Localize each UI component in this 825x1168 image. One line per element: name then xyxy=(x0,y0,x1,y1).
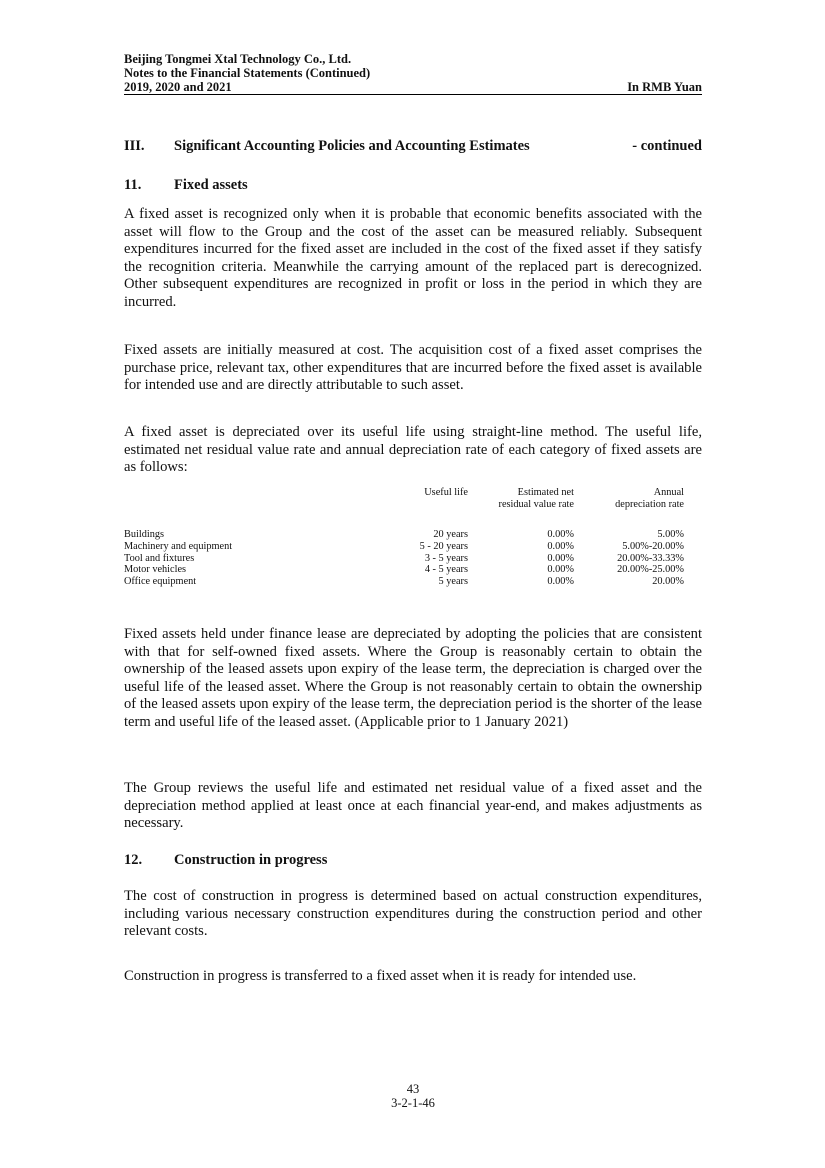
document-page xyxy=(124,0,702,1168)
table-row xyxy=(124,553,702,565)
cell-useful-life: 4 - 5 years xyxy=(424,564,468,576)
cell-depreciation-rate: 5.00% xyxy=(657,529,684,540)
table-spacer xyxy=(124,513,702,529)
page-number: 43 xyxy=(406,1082,420,1096)
subsection-number: 12. xyxy=(124,852,143,868)
subsection-title: Construction in progress xyxy=(174,852,328,868)
paragraph-depreciation-method: A fixed asset is depreciated over its useful life using straight-line method. The useful life, estimated net residual value rate and annual depreciation rate of each category of fixed assets are as follows: xyxy=(124,424,702,476)
subsection-title: Fixed assets xyxy=(174,177,248,193)
page-header xyxy=(124,52,702,95)
paragraph-recognition: A fixed asset is recognized only when it is probable that economic benefits associated with the asset will flow to the Group and the cost of the asset can be measured reliably. Subsequent expenditures incurred for the fixed asset are included in the cost of the fixed asset if they satisfy the recognition criteria. Meanwhile the carrying amount of the replaced part is derecognized. Other subsequent expenditures are recognized in profit or loss in the period in which they are incurred. xyxy=(124,206,702,310)
cell-depreciation-rate: 20.00%-33.33% xyxy=(617,552,684,564)
section-heading xyxy=(124,137,702,155)
subsection-heading-construction xyxy=(124,851,702,869)
document-title: Notes to the Financial Statements (Continued) xyxy=(124,66,371,80)
cell-residual-rate: 0.00% xyxy=(547,540,574,552)
paragraph-construction-cost: The cost of construction in progress is determined based on actual construction expenditures, including various necessary construction expenditures during the construction period and other relevant costs. xyxy=(124,888,702,940)
cell-depreciation-rate: 20.00% xyxy=(652,576,684,588)
header-useful-life: Useful life xyxy=(424,487,468,498)
header-residual-rate xyxy=(499,487,574,511)
cell-category: Buildings xyxy=(124,529,165,540)
cell-residual-rate: 0.00% xyxy=(547,552,574,564)
header-residual-line1: Estimated net xyxy=(517,487,574,498)
cell-useful-life: 20 years xyxy=(433,529,468,540)
cell-category: Tool and fixtures xyxy=(124,552,195,564)
cell-residual-rate: 0.00% xyxy=(547,576,574,588)
table-header xyxy=(124,487,702,513)
subsection-heading-fixed-assets xyxy=(124,176,702,194)
cell-useful-life: 5 - 20 years xyxy=(419,540,468,552)
section-title: Significant Accounting Policies and Accounting Estimates xyxy=(174,138,530,154)
cell-residual-rate: 0.00% xyxy=(547,529,574,540)
paragraph-finance-lease: Fixed assets held under finance lease are depreciated by adopting the policies that are consistent with that for self-owned fixed assets. Where the Group is reasonably certain to obtain the ownership of the leased assets upon expiry of the lease term, the depreciation is charged over the useful life of the leased asset. Where the Group is not reasonably certain to obtain the ownership of the leased assets upon expiry of the lease term, the depreciation period is the shorter of the lease term and useful life of the leased asset. (Applicable prior to 1 January 2021) xyxy=(124,626,702,730)
cell-useful-life: 5 years xyxy=(438,576,468,588)
header-rule-row xyxy=(124,80,702,95)
table-row xyxy=(124,564,702,576)
table-body xyxy=(124,529,702,588)
table-row xyxy=(124,576,702,588)
table-row xyxy=(124,541,702,553)
table-row xyxy=(124,529,702,541)
depreciation-table xyxy=(124,487,702,588)
company-name: Beijing Tongmei Xtal Technology Co., Ltd. xyxy=(124,52,352,66)
subsection-number: 11. xyxy=(124,177,142,193)
header-depreciation-rate xyxy=(615,487,684,511)
report-years: 2019, 2020 and 2021 xyxy=(124,80,232,94)
paragraph-initial-measurement: Fixed assets are initially measured at cost. The acquisition cost of a fixed asset comprises the purchase price, relevant tax, other expenditures that are incurred before the fixed asset is available for intended use and are directly attributable to such asset. xyxy=(124,342,702,394)
header-residual-line2: residual value rate xyxy=(498,498,574,510)
section-continued: - continued xyxy=(632,138,702,154)
header-depr-line2: depreciation rate xyxy=(615,498,684,510)
cell-useful-life: 3 - 5 years xyxy=(424,552,468,564)
cell-depreciation-rate: 5.00%-20.00% xyxy=(622,540,684,552)
page-footer xyxy=(124,1082,702,1110)
cell-residual-rate: 0.00% xyxy=(547,564,574,576)
cell-depreciation-rate: 20.00%-25.00% xyxy=(617,564,684,576)
document-reference: 3-2-1-46 xyxy=(391,1096,435,1110)
header-depr-line1: Annual xyxy=(653,487,684,498)
cell-category: Office equipment xyxy=(124,576,197,588)
paragraph-construction-transfer: Construction in progress is transferred to a fixed asset when it is ready for intended use. xyxy=(124,968,637,984)
cell-category: Machinery and equipment xyxy=(124,540,233,552)
cell-category: Motor vehicles xyxy=(124,564,187,576)
paragraph-annual-review: The Group reviews the useful life and estimated net residual value of a fixed asset and the depreciation method applied at least once at each financial year-end, and makes adjustments as necessary. xyxy=(124,780,702,832)
section-number: III. xyxy=(124,138,145,154)
currency-note: In RMB Yuan xyxy=(627,80,702,94)
